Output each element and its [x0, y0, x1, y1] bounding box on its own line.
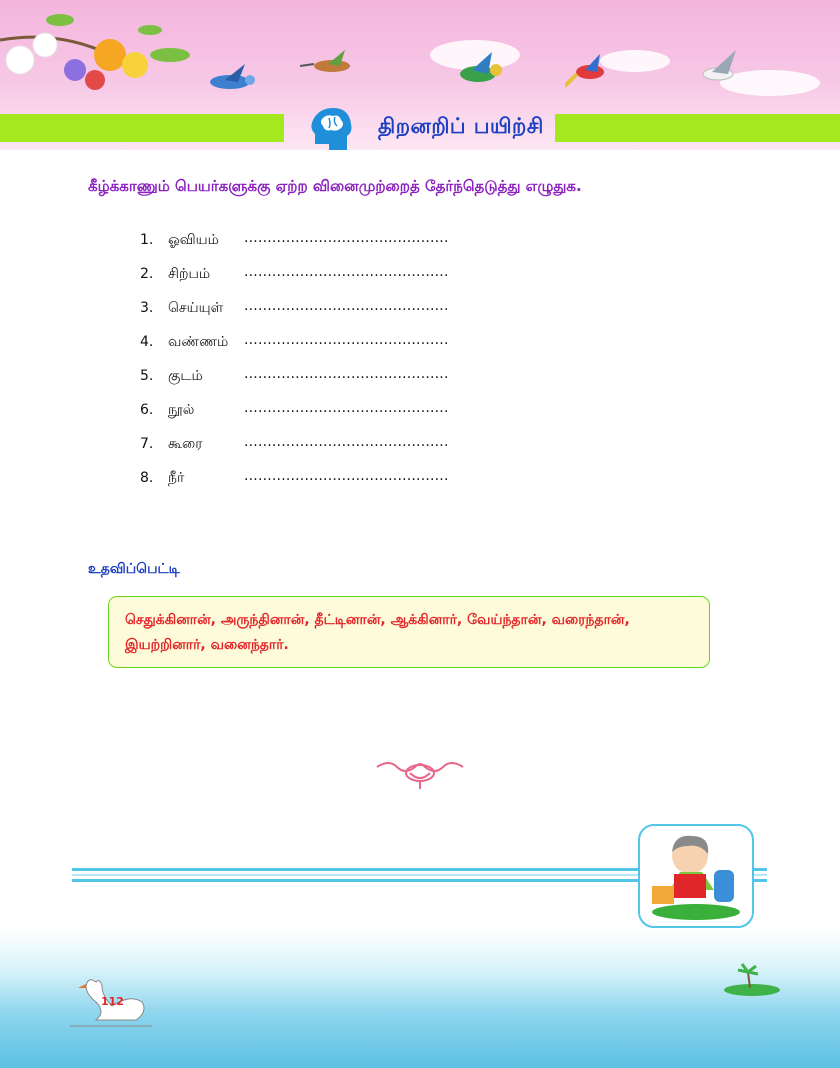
item-number: 3.: [140, 300, 154, 316]
item-word: கூரை: [168, 436, 203, 452]
item-number: 5.: [140, 368, 154, 384]
item-word: வண்ணம்: [168, 334, 229, 350]
page-title: திறனறிப் பயிற்சி: [378, 114, 544, 138]
answer-blank[interactable]: ............................................: [244, 366, 449, 382]
help-box-heading: உதவிப்பெட்டி: [88, 561, 180, 577]
item-word: சிற்பம்: [168, 266, 211, 282]
bird-icon: [565, 50, 615, 90]
ornament-icon: [375, 757, 465, 791]
item-number: 2.: [140, 266, 154, 282]
help-box: [108, 596, 710, 668]
header-bar-right: [555, 114, 840, 142]
answer-blank[interactable]: ............................................: [244, 468, 449, 484]
item-word: நூல்: [168, 402, 195, 418]
answer-blank[interactable]: ............................................: [244, 230, 449, 246]
answer-blank[interactable]: ............................................: [244, 400, 449, 416]
item-number: 1.: [140, 232, 154, 248]
answer-blank[interactable]: ............................................: [244, 332, 449, 348]
answer-blank[interactable]: ............................................: [244, 434, 449, 450]
brain-icon: [307, 104, 357, 154]
bird-icon: [200, 62, 260, 98]
item-number: 7.: [140, 436, 154, 452]
island-icon: [712, 958, 792, 998]
item-word: ஓவியம்: [168, 232, 219, 248]
flowers-icon: [0, 0, 215, 110]
item-word: செய்யுள்: [168, 300, 224, 316]
item-number: 8.: [140, 470, 154, 486]
help-box-words: செதுக்கினான், அருந்தினான், தீட்டினான், ஆக்கினார், வேய்ந்தான், வரைந்தான், இயற்றினார், வனைந்தார்.: [125, 612, 630, 653]
bird-icon: [690, 48, 745, 90]
bird-icon: [448, 48, 510, 94]
bird-icon: [300, 48, 365, 80]
boy-reading-frame: [638, 824, 754, 928]
instruction-text: கீழ்க்காணும் பெயர்களுக்கு ஏற்ற வினைமுற்றைத் தேர்ந்தெடுத்து எழுதுக.: [88, 177, 582, 195]
answer-blank[interactable]: ............................................: [244, 264, 449, 280]
boy-reading-icon: [640, 826, 752, 926]
header-bar-left: [0, 114, 284, 142]
answer-blank[interactable]: ............................................: [244, 298, 449, 314]
page-number: 112: [101, 995, 124, 1008]
item-word: நீர்: [168, 470, 185, 486]
item-word: குடம்: [168, 368, 203, 384]
item-number: 6.: [140, 402, 154, 418]
item-number: 4.: [140, 334, 154, 350]
